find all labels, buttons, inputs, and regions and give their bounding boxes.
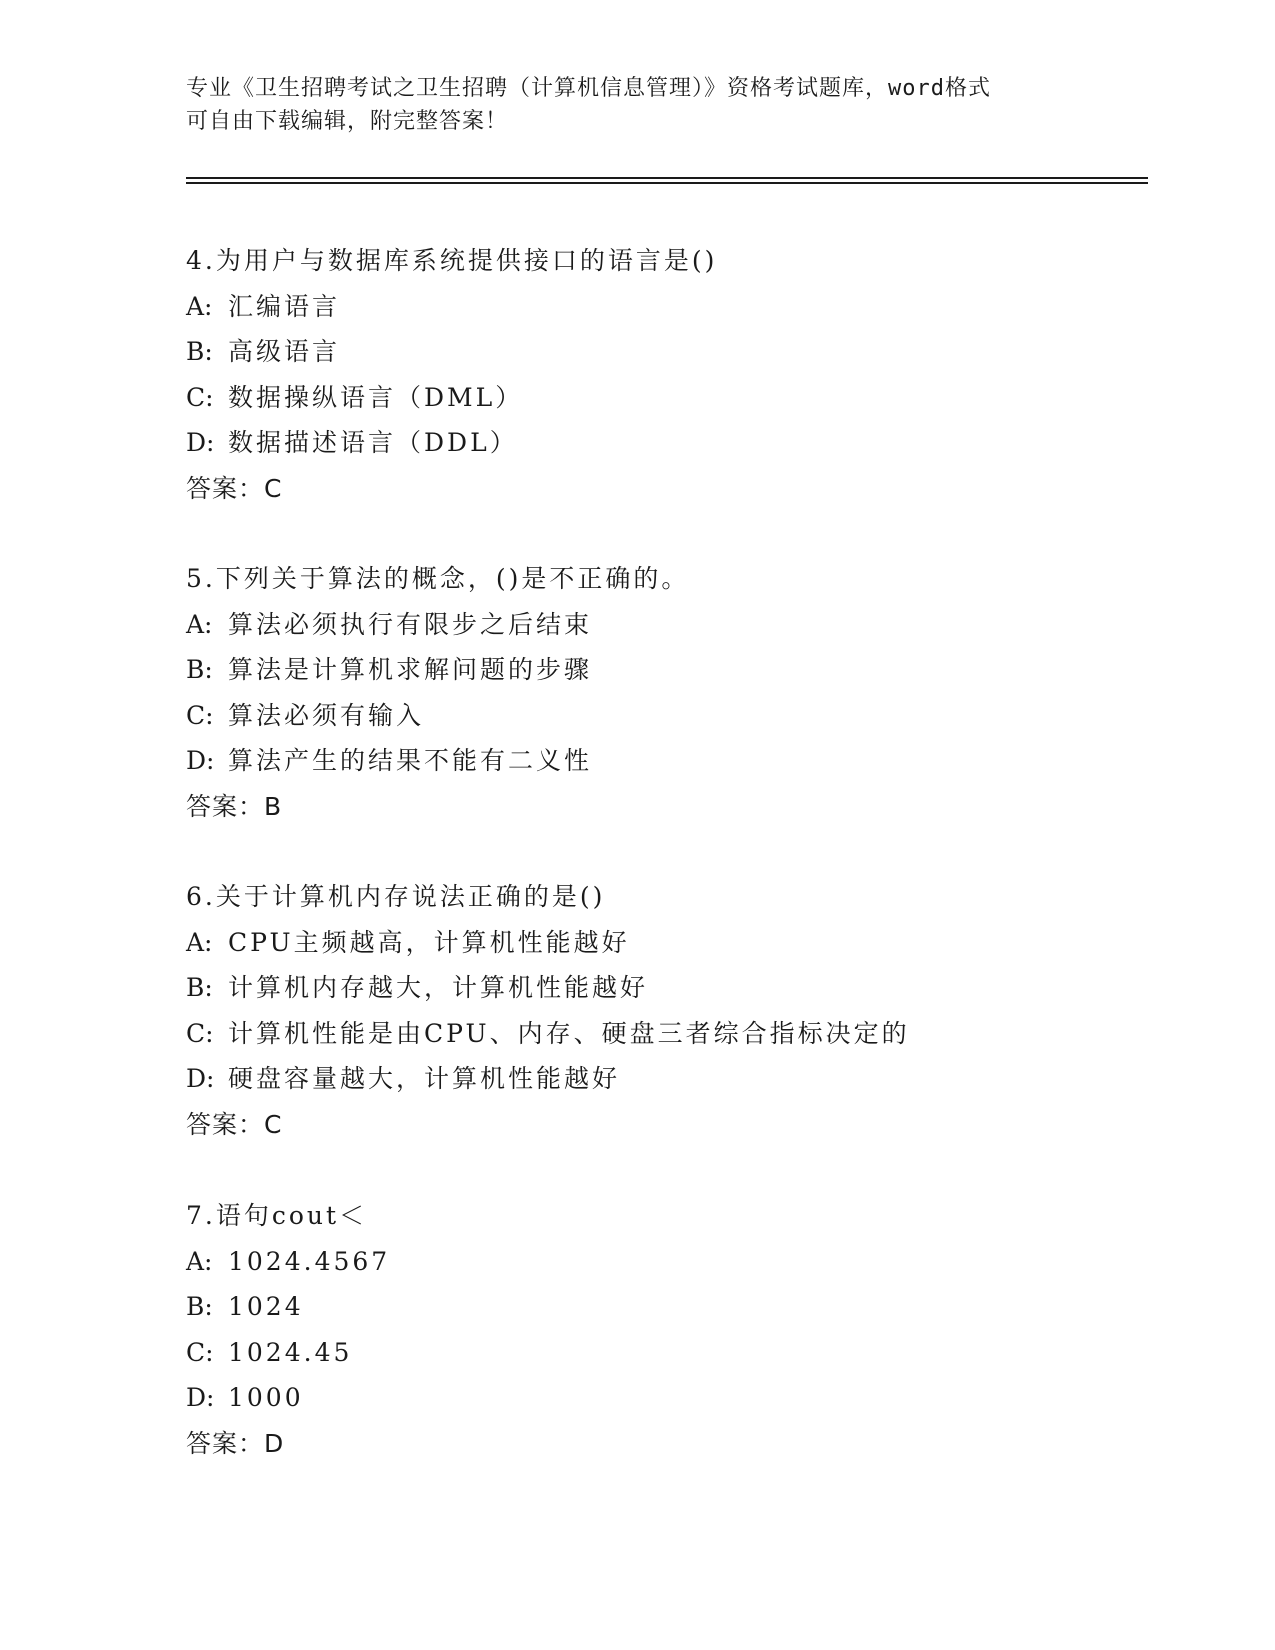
option-key: A:: [186, 609, 213, 639]
option-b: [186, 965, 1146, 1011]
option-d: [186, 1375, 1146, 1421]
header-line-1: 专业《卫生招聘考试之卫生招聘（计算机信息管理）》资格考试题库，word格式: [186, 76, 991, 101]
option-text: 算法必须有输入: [228, 700, 425, 730]
answer-label: 答案：C: [186, 473, 283, 503]
option-b: [186, 329, 1146, 375]
question-5: [186, 556, 1146, 829]
option-key: D:: [186, 1064, 215, 1093]
question-6: [186, 874, 1146, 1147]
option-key: D:: [186, 428, 215, 457]
option-text: 计算机性能是由CPU、内存、硬盘三者综合指标决定的: [228, 1018, 910, 1048]
option-d: [186, 1056, 1146, 1102]
option-text: 汇编语言: [228, 291, 341, 321]
option-key: A:: [186, 1246, 213, 1276]
option-text: CPU主频越高，计算机性能越好: [228, 927, 630, 957]
option-text: 1000: [228, 1383, 304, 1412]
option-b: [186, 1284, 1146, 1330]
question-stem: 7.语句cout＜: [186, 1201, 368, 1230]
question-stem: 6.关于计算机内存说法正确的是(): [186, 882, 606, 911]
question-4: [186, 238, 1146, 511]
option-key: C:: [186, 1018, 214, 1048]
option-c: [186, 693, 1146, 739]
option-c: [186, 1011, 1146, 1057]
option-key: C:: [186, 382, 214, 412]
option-key: C:: [186, 1337, 214, 1367]
question-stem: 5.下列关于算法的概念，()是不正确的。: [186, 564, 690, 593]
option-text: 计算机内存越大，计算机性能越好: [228, 973, 649, 1002]
answer-label: 答案：D: [186, 1428, 285, 1458]
option-d: [186, 420, 1146, 466]
option-text: 数据描述语言（DDL）: [228, 428, 518, 457]
document-header: [186, 72, 1086, 138]
option-key: A:: [186, 927, 213, 957]
question-7: [186, 1193, 1146, 1466]
option-key: B:: [186, 1292, 213, 1321]
option-a: [186, 284, 1146, 330]
option-text: 高级语言: [228, 337, 341, 366]
option-b: [186, 647, 1146, 693]
answer-label: 答案：C: [186, 1109, 283, 1139]
option-key: C:: [186, 700, 214, 730]
option-text: 硬盘容量越大，计算机性能越好: [228, 1064, 621, 1093]
header-divider-top: [186, 177, 1148, 179]
option-a: [186, 920, 1146, 966]
option-key: B:: [186, 973, 213, 1002]
header-divider-bottom: [186, 182, 1148, 184]
option-c: [186, 375, 1146, 421]
answer-label: 答案：B: [186, 791, 283, 821]
option-text: 算法必须执行有限步之后结束: [228, 609, 593, 639]
option-key: A:: [186, 291, 213, 321]
option-c: [186, 1330, 1146, 1376]
option-text: 1024.45: [228, 1337, 353, 1367]
option-key: B:: [186, 655, 213, 684]
option-a: [186, 602, 1146, 648]
option-d: [186, 738, 1146, 784]
option-text: 数据操纵语言（DML）: [228, 382, 524, 412]
option-key: B:: [186, 337, 213, 366]
option-text: 1024: [228, 1292, 304, 1321]
header-line-2: 可自由下载编辑，附完整答案！: [186, 109, 509, 134]
option-text: 算法是计算机求解问题的步骤: [228, 655, 593, 684]
option-text: 算法产生的结果不能有二义性: [228, 746, 593, 775]
question-stem: 4.为用户与数据库系统提供接口的语言是(): [186, 246, 718, 275]
option-a: [186, 1239, 1146, 1285]
option-key: D:: [186, 746, 215, 775]
option-text: 1024.4567: [228, 1246, 391, 1276]
option-key: D:: [186, 1383, 215, 1412]
